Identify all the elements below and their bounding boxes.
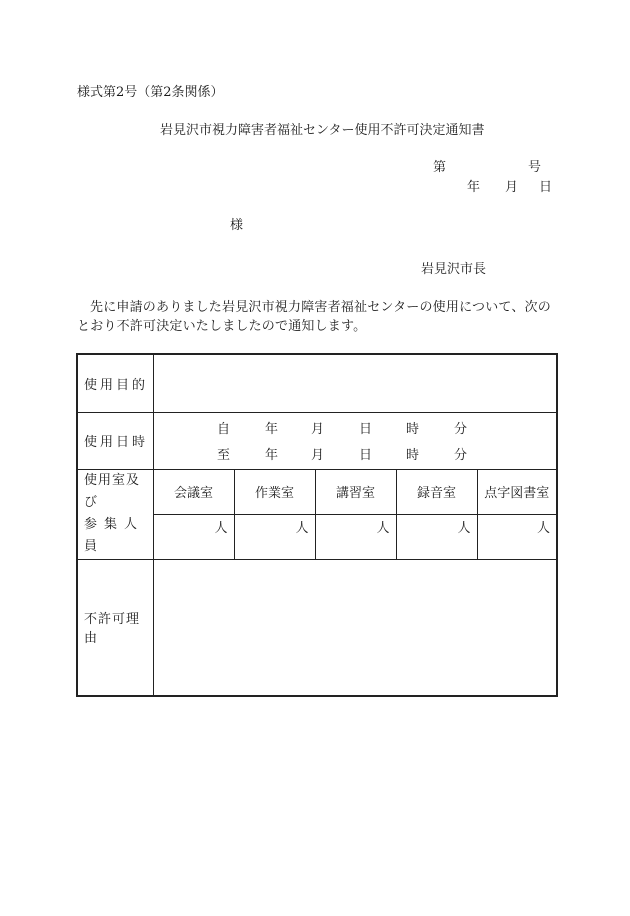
people-count-field[interactable] xyxy=(396,514,477,559)
document-title: 岩見沢市視力障害者福祉センター使用不許可決定通知書 xyxy=(160,123,485,138)
from-label: 自 xyxy=(216,422,230,437)
form-table xyxy=(76,353,558,697)
reason-label: 不許可理由 xyxy=(77,559,153,696)
room-name: 点字図書室 xyxy=(477,469,557,514)
to-hour: 時 xyxy=(405,448,419,463)
to-minute: 分 xyxy=(453,448,467,463)
room-name: 作業室 xyxy=(234,469,315,514)
people-unit: 人 xyxy=(537,520,551,536)
form-number: 様式第2号（第2条関係） xyxy=(77,85,224,100)
purpose-row xyxy=(77,354,557,412)
reason-field[interactable] xyxy=(153,559,557,696)
from-hour: 時 xyxy=(405,422,419,437)
rooms-label-line1: 使用室及び xyxy=(84,473,141,510)
room-name: 講習室 xyxy=(315,469,396,514)
issuer-name: 岩見沢市長 xyxy=(421,262,487,277)
from-month: 月 xyxy=(310,422,324,437)
people-unit: 人 xyxy=(457,520,471,536)
datetime-label: 使用日時 xyxy=(77,412,153,469)
reason-row xyxy=(77,559,557,696)
datetime-row xyxy=(77,412,557,469)
number-suffix: 号 xyxy=(528,160,542,175)
datetime-from-line xyxy=(154,415,557,441)
people-count-field[interactable] xyxy=(315,514,396,559)
people-count-field[interactable] xyxy=(234,514,315,559)
rooms-header-row xyxy=(77,469,557,514)
to-label: 至 xyxy=(216,448,230,463)
people-count-field[interactable] xyxy=(477,514,557,559)
rooms-label-line2: 参集人員 xyxy=(84,517,145,554)
date-year: 年 xyxy=(467,180,481,195)
from-minute: 分 xyxy=(453,422,467,437)
addressee-suffix: 様 xyxy=(230,218,244,233)
body-text: 先に申請のありました岩見沢市視力障害者福祉センターの使用について、次のとおり不許可決定いたしましたので通知します。 xyxy=(77,300,551,334)
datetime-field[interactable] xyxy=(153,412,557,469)
datetime-to-line xyxy=(154,441,557,467)
to-year: 年 xyxy=(264,448,278,463)
room-name: 録音室 xyxy=(396,469,477,514)
from-year: 年 xyxy=(264,422,278,437)
date-month: 月 xyxy=(505,180,519,195)
people-unit: 人 xyxy=(376,520,390,536)
purpose-field[interactable] xyxy=(153,354,557,412)
purpose-label: 使用目的 xyxy=(77,354,153,412)
number-prefix: 第 xyxy=(433,160,447,175)
from-day: 日 xyxy=(358,422,372,437)
to-month: 月 xyxy=(310,448,324,463)
room-name: 会議室 xyxy=(153,469,234,514)
people-unit: 人 xyxy=(295,520,309,536)
rooms-label xyxy=(77,469,153,559)
to-day: 日 xyxy=(358,448,372,463)
date-day: 日 xyxy=(539,180,553,195)
people-unit: 人 xyxy=(214,520,228,536)
people-count-field[interactable] xyxy=(153,514,234,559)
